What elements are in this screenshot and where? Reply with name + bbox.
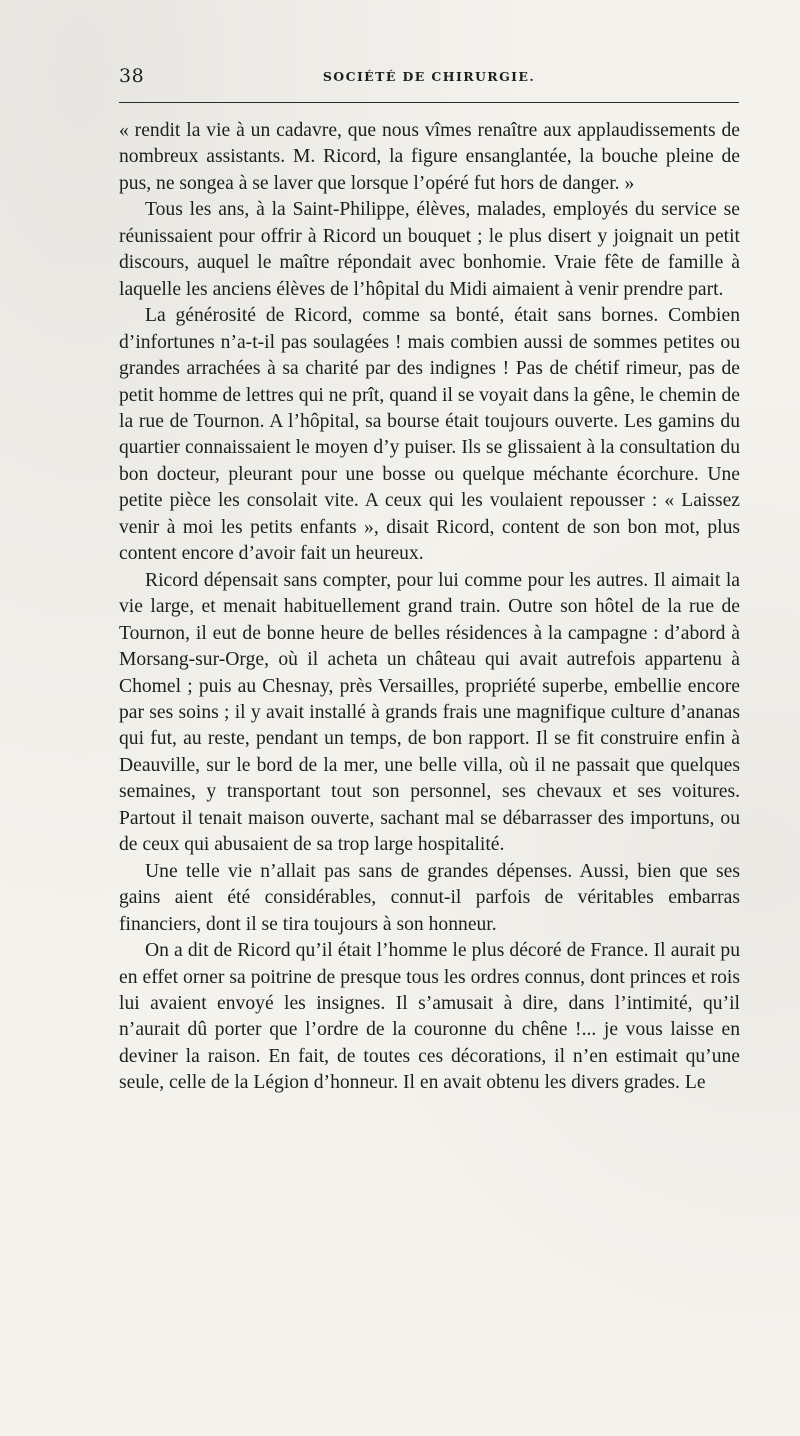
paragraph-generosity: La générosité de Ricord, comme sa bonté, était sans bornes. Combien d’infortunes n’a-t-il pas soulagées ! mais combien aussi de sommes petites ou grandes arrachées à sa charité par des indignes ! Pas de chétif rimeur, pas de petit homme de lettres qui ne prît, quand il se voyait dans la gêne, le chemin de la rue de Tournon. A l’hôpital, sa bourse était toujours ouverte. Les gamins du quartier connaissaient le moyen d’y puiser. Ils se glissaient à la consultation du bon docteur, pleurant pour une bosse ou quelque méchante écorchure. Une petite pièce les consolait vite. A ceux qui les voulaient repousser : « Laissez venir à moi les petits enfants », disait Ricord, content de son bon mot, plus content encore d’avoir fait un heureux. <box>119 305 740 565</box>
page-number: 38 <box>119 65 145 87</box>
paragraph-lifestyle: Ricord dépensait sans compter, pour lui comme pour les autres. Il aimait la vie large, et menait habituellement grand train. Outre son hôtel de la rue de Tournon, il eut de bonne heure de belles résidences à la campagne : d’abord à Morsang-sur-Orge, où il acheta un château qui avait autrefois appartenu à Chomel ; puis au Chesnay, près Versailles, propriété superbe, embellie encore par ses soins ; il y avait installé à grands frais une magnifique culture d’ananas qui fut, au reste, pendant un temps, de bon rapport. Il se fit construire enfin à Deauville, sur le bord de la mer, une belle villa, où il ne passait que quelques semaines, y transportant tout son personnel, ses chevaux et ses voitures. Partout il tenait maison ouverte, sachant mal se débarrasser des importuns, ou de ceux qui abusaient de sa trop large hospitalité. <box>119 569 740 856</box>
header-rule <box>119 102 739 103</box>
running-head <box>119 64 739 92</box>
running-title: SOCIÉTÉ DE CHIRURGIE. <box>322 69 536 84</box>
paragraph-continuation: « rendit la vie à un cadavre, que nous vîmes renaître aux applaudissements de nombreux assistants. M. Ricord, la figure ensanglantée, la bouche pleine de pus, ne songea à se laver que lorsque l’opéré fut hors de danger. » <box>119 120 740 194</box>
body-text <box>119 118 740 1097</box>
paragraph-saint-philippe: Tous les ans, à la Saint-Philippe, élèves, malades, employés du service se réunissaient pour offrir à Ricord un bouquet ; le plus disert y joignait un petit discours, auquel le maître répondait avec bonhomie. Vraie fête de famille à laquelle les anciens élèves de l’hôpital du Midi aimaient à venir prendre part. <box>119 199 740 300</box>
paragraph-expenses: Une telle vie n’allait pas sans de grandes dépenses. Aussi, bien que ses gains aient été considérables, connut-il parfois de véritables embarras financiers, dont il se tira toujours à son honneur. <box>119 860 740 935</box>
paragraph-decorations: On a dit de Ricord qu’il était l’homme le plus décoré de France. Il aurait pu en effet orner sa poitrine de presque tous les ordres connus, dont princes et rois lui avaient envoyé les insignes. Il s’amusait à dire, dans l’intimité, qu’il n’aurait dû porter que l’ordre de la couronne du chêne !... je vous laisse en deviner la raison. En fait, de toutes ces décorations, il n’en estimait qu’une seule, celle de la Légion d’honneur. Il en avait obtenu les divers grades. Le <box>119 940 740 1094</box>
